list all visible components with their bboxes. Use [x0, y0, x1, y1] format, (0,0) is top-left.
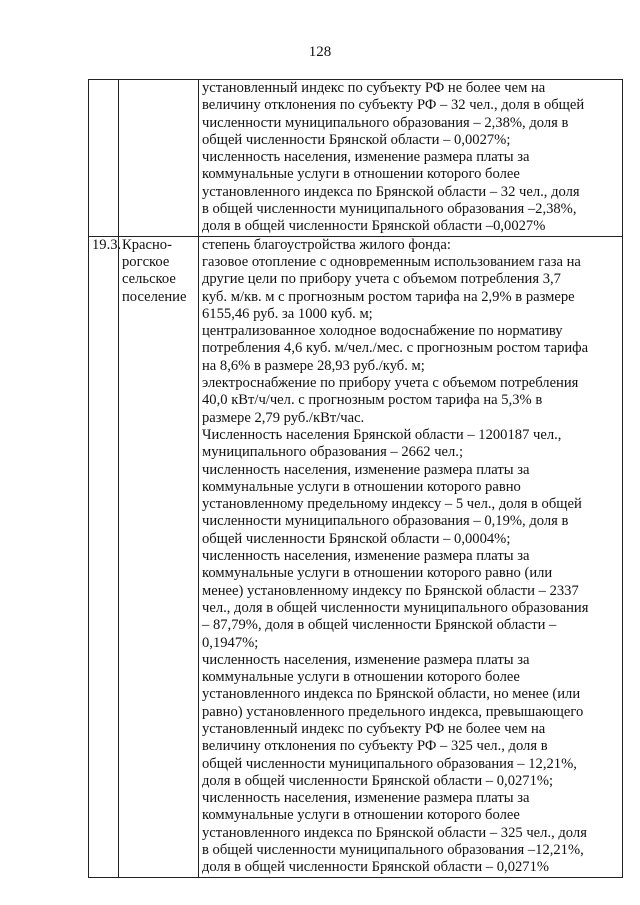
table-row	[89, 80, 623, 237]
indicator-text-line: численность населения, изменение размера платы за	[202, 548, 530, 565]
indicator-text-line: установленный индекс по субъекту РФ не более чем на	[202, 80, 546, 96]
indicator-text-line: численность населения, изменение размера платы за	[202, 461, 530, 478]
indicator-text-line: установленного индекса по Брянской области, но менее (или	[202, 686, 581, 703]
indicator-text-line: установленного индекса по Брянской области – 325 чел., доля	[202, 824, 587, 841]
indicator-text-line: установленному предельному индексу – 5 чел., доля в общей	[202, 496, 582, 513]
indicator-text-line: общей численности Брянской области – 0,0004%;	[202, 530, 511, 547]
indicator-text-line: равно) установленного предельного индекса, превышающего	[202, 703, 584, 720]
indicator-text-line: величину отклонения по субъекту РФ – 32 чел., доля в общей	[202, 97, 585, 114]
indicator-text-line: доля в общей численности Брянской области –0,0027%	[202, 218, 546, 235]
indicator-text-line: коммунальные услуги в отношении которого равно (или	[202, 565, 553, 582]
indicator-text-line: общей численности Брянской области – 0,0027%;	[202, 131, 511, 148]
indicator-text-line: установленного индекса по Брянской области – 32 чел., доля	[202, 183, 580, 200]
table-row	[89, 236, 623, 877]
indicator-text-line: в общей численности муниципального образования –12,21%,	[202, 842, 584, 859]
indicator-text-line: 40,0 кВт/ч/чел. с прогнозным ростом тарифа на 5,3% в	[202, 392, 543, 409]
indicator-text-line: численности муниципального образования – 2,38%, доля в	[202, 114, 569, 131]
indicator-text-cell	[199, 236, 623, 877]
row-number-cell	[89, 236, 122, 877]
indicator-text-line: численность населения, изменение размера платы за	[202, 790, 530, 807]
indicator-text-line: 6155,46 руб. за 1000 куб. м;	[202, 305, 373, 322]
indicator-text-line: общей численности муниципального образования – 12,21%,	[202, 755, 577, 772]
settlement-name-line: Красно-	[122, 236, 172, 253]
indicator-text-line: численность населения, изменение размера платы за	[202, 651, 530, 668]
row-number: 19.3.	[92, 236, 122, 253]
settlement-name-line: рогское	[122, 253, 170, 270]
indicator-text-line: на 8,6% в размере 28,93 руб./куб. м;	[202, 357, 425, 374]
indicator-text-line: коммунальные услуги в отношении которого более	[202, 669, 520, 686]
settlement-name-line: поселение	[122, 288, 187, 305]
indicator-text-line: численности муниципального образования – 0,19%, доля в	[202, 513, 569, 530]
indicator-text-line: установленный индекс по субъекту РФ не более чем на	[202, 720, 546, 737]
indicator-text-line: электроснабжение по прибору учета с объемом потребления	[202, 375, 579, 392]
table-body	[89, 80, 623, 878]
indicator-text-line: степень благоустройства жилого фонда:	[202, 236, 451, 253]
indicator-text-cell	[199, 80, 623, 237]
row-number-cell	[89, 80, 119, 237]
indicator-text-line: муниципального образования – 2662 чел.;	[202, 444, 464, 461]
indicator-text-line: в общей численности муниципального образования –2,38%,	[202, 201, 577, 218]
indicator-text-line: коммунальные услуги в отношении которого равно	[202, 478, 521, 495]
indicator-text-line: размере 2,79 руб./кВт/час.	[202, 409, 365, 426]
indicator-text-line: менее) установленному индексу по Брянской области – 2337	[202, 582, 579, 599]
indicator-text-line: чел., доля в общей численности муниципального образования	[202, 599, 589, 616]
indicator-text-line: коммунальные услуги в отношении которого более	[202, 166, 520, 183]
indicator-text-line: куб. м/кв. м с прогнозным ростом тарифа на 2,9% в размере	[202, 288, 575, 305]
settlement-name-cell	[119, 236, 199, 877]
page-number: 128	[308, 44, 332, 60]
indicator-text-line: газовое отопление с одновременным использованием газа на	[202, 253, 581, 270]
indicator-text-line: коммунальные услуги в отношении которого более	[202, 807, 520, 824]
indicator-text-line: централизованное холодное водоснабжение по нормативу	[202, 323, 563, 340]
settlement-name-line: сельское	[122, 271, 176, 288]
indicator-text-line: другие цели по прибору учета с объемом потребления 3,7	[202, 271, 561, 288]
indicator-text-line: доля в общей численности Брянской области – 0,0271%;	[202, 772, 554, 789]
indicator-text-line: 0,1947%;	[202, 634, 259, 651]
indicator-text-line: численность населения, изменение размера платы за	[202, 149, 530, 166]
indicator-text-line: величину отклонения по субъекту РФ – 325 чел., доля в	[202, 738, 548, 755]
settlement-name-cell	[119, 80, 199, 237]
indicator-text-line: Численность населения Брянской области – 1200187 чел.,	[202, 426, 562, 443]
document-table	[88, 79, 623, 878]
indicator-text-line: потребления 4,6 куб. м/чел./мес. с прогнозным ростом тарифа	[202, 340, 589, 357]
indicator-text-line: – 87,79%, доля в общей численности Брянской области –	[202, 617, 557, 634]
indicator-text-line: доля в общей численности Брянской области – 0,0271%	[202, 859, 550, 876]
